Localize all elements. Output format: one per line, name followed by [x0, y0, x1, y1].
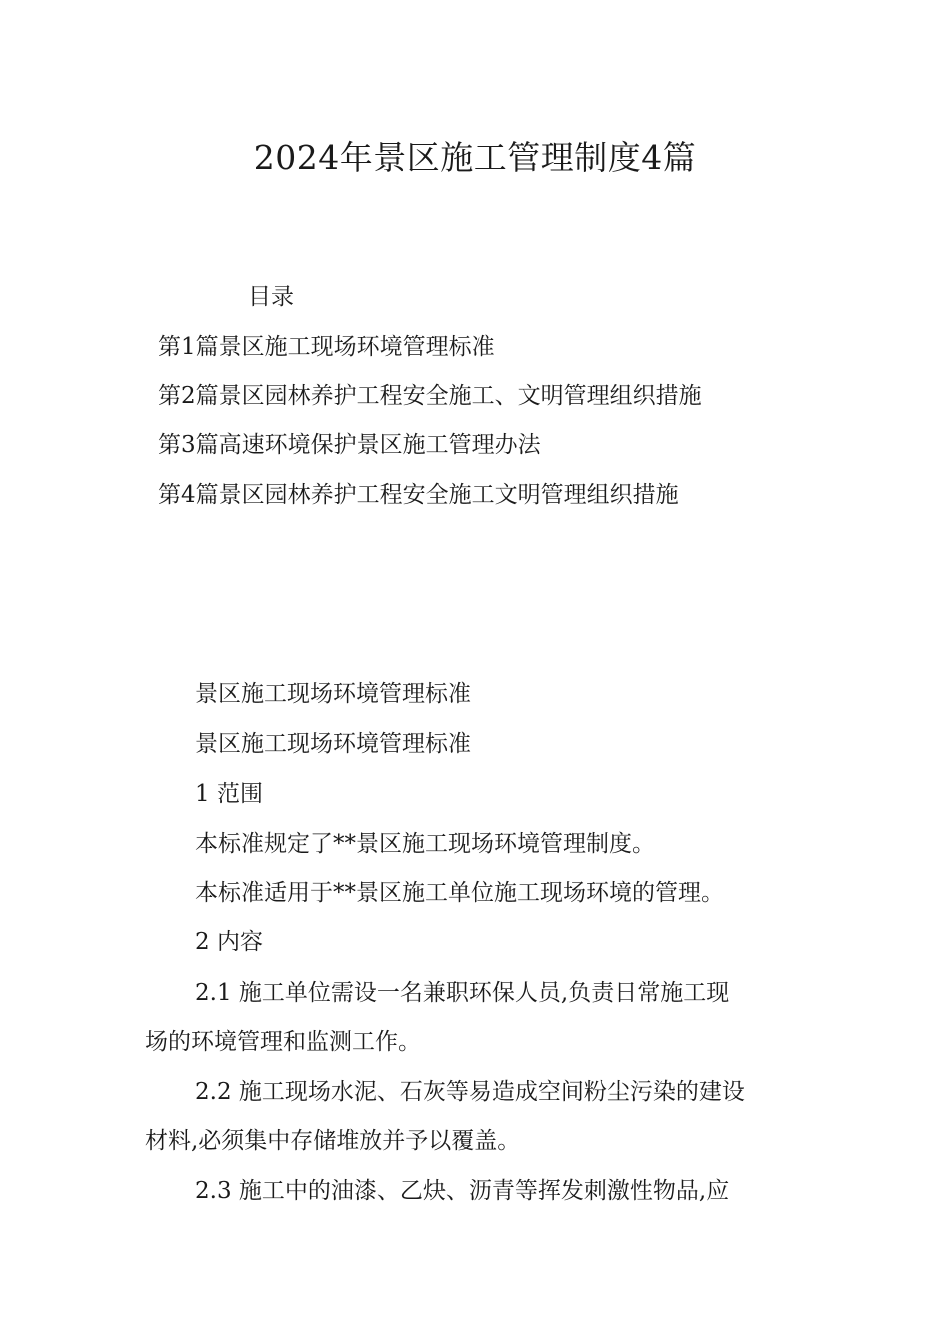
toc-item-4: 第4篇景区园林养护工程安全施工文明管理组织措施	[158, 482, 679, 508]
section-1-heading: 1 范围	[195, 781, 263, 807]
scope-paragraph-2: 本标准适用于**景区施工单位施工现场环境的管理。	[195, 880, 724, 906]
toc-item-3: 第3篇高速环境保护景区施工管理办法	[158, 432, 541, 458]
toc-item-2: 第2篇景区园林养护工程安全施工、文明管理组织措施	[158, 383, 702, 409]
section-2-heading: 2 内容	[195, 929, 263, 955]
item-2-1-line-2: 场的环境管理和监测工作。	[145, 1029, 421, 1055]
item-2-2-line-2: 材料,必须集中存储堆放并予以覆盖。	[145, 1128, 521, 1154]
body-heading-1: 景区施工现场环境管理标准	[195, 681, 471, 707]
toc-item-1: 第1篇景区施工现场环境管理标准	[158, 334, 495, 360]
document-title: 2024年景区施工管理制度4篇	[253, 138, 697, 177]
body-heading-2: 景区施工现场环境管理标准	[195, 731, 471, 757]
toc-heading: 目录	[248, 284, 294, 310]
scope-paragraph-1: 本标准规定了**景区施工现场环境管理制度。	[195, 831, 655, 857]
item-2-1-line-1: 2.1 施工单位需设一名兼职环保人员,负责日常施工现	[195, 980, 730, 1006]
item-2-3-line-1: 2.3 施工中的油漆、乙炔、沥青等挥发刺激性物品,应	[195, 1178, 730, 1204]
item-2-2-line-1: 2.2 施工现场水泥、石灰等易造成空间粉尘污染的建设	[195, 1079, 745, 1105]
